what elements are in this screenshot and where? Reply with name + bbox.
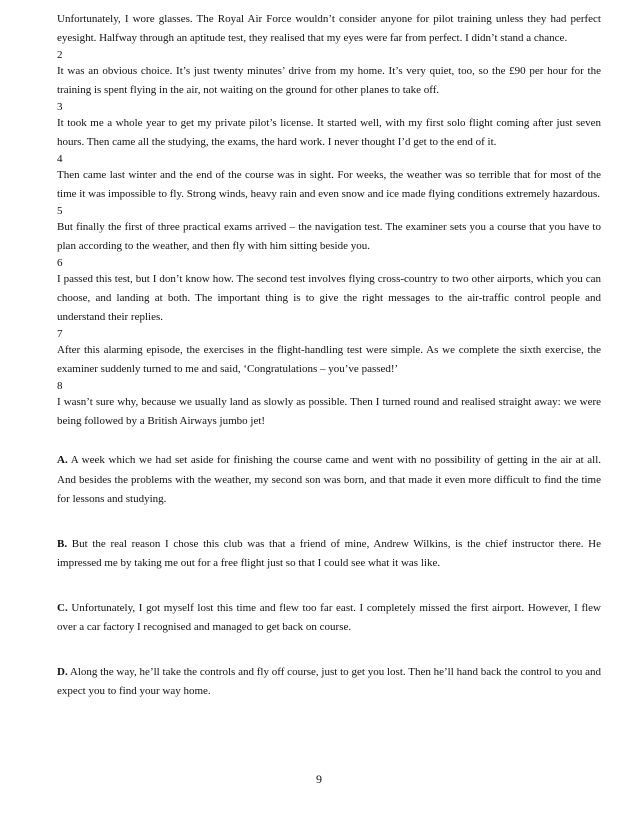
paragraph-6: I passed this test, but I don’t know how. The second test involves flying cross-country to two other airports, which you can choose, and landing at both. The important thing is to give the right messages to the air-traffic control people and understand their replies. xyxy=(57,273,601,323)
paragraph-number-8: 8 xyxy=(57,380,63,392)
option-d-text: Along the way, he’ll take the controls and fly off course, just to get you lost. Then he’ll hand back the control to you and expect you to find your way home. xyxy=(57,665,601,697)
option-b xyxy=(57,535,601,574)
paragraph-number-6: 6 xyxy=(57,257,63,269)
paragraph-number-7: 7 xyxy=(57,328,63,340)
paragraph-number-3: 3 xyxy=(57,101,63,113)
option-a-text: A week which we had set aside for finishing the course came and went with no possibility of getting in the air at all. And besides the problems with the weather, my second son was born, and that made it even more difficult to find the time for lessons and studying. xyxy=(57,454,601,505)
option-a xyxy=(57,451,601,510)
paragraph-1: Unfortunately, I wore glasses. The Royal Air Force wouldn’t consider anyone for pilot training unless they had perfect eyesight. Halfway through an aptitude test, they realised that my eyes were far from perfect. I didn’t stand a chance. xyxy=(57,13,601,44)
option-c-text: Unfortunately, I got myself lost this time and flew too far east. I completely missed the first airport. However, I flew over a car factory I recognised and managed to get back on course. xyxy=(57,601,601,633)
document-page xyxy=(57,10,601,702)
option-b-letter: B. xyxy=(57,537,68,550)
option-c-letter: C. xyxy=(57,601,68,614)
paragraph-8: I wasn’t sure why, because we usually land as slowly as possible. Then I turned round and realised straight away: we were being followed by a British Airways jumbo jet! xyxy=(57,396,601,427)
paragraph-number-2: 2 xyxy=(57,49,63,61)
paragraph-7: After this alarming episode, the exercises in the flight-handling test were simple. As we complete the sixth exercise, the examiner suddenly turned to me and said, ‘Congratulations – you’ve passed!’ xyxy=(57,344,601,375)
option-b-text: But the real reason I chose this club was that a friend of mine, Andrew Wilkins, is the chief instructor there. He impressed me by taking me out for a free flight just so that I could see what it was like. xyxy=(57,537,601,569)
option-d-letter: D. xyxy=(57,665,68,678)
paragraph-2: It was an obvious choice. It’s just twenty minutes’ drive from my home. It’s very quiet, too, so the £90 per hour for the training is spent flying in the air, not waiting on the ground for other planes to take off. xyxy=(57,65,601,96)
option-spacer xyxy=(57,574,601,599)
paragraph-5: But finally the first of three practical exams arrived – the navigation test. The examiner sets you a course that you have to plan according to the weather, and then fly with him sitting beside you. xyxy=(57,221,601,252)
paragraph-number-5: 5 xyxy=(57,205,63,217)
section-gap xyxy=(57,431,601,451)
paragraph-3: It took me a whole year to get my private pilot’s license. It started well, with my first solo flight coming after just seven hours. Then came all the studying, the exams, the hard work. I never thought I’d get to the end of it. xyxy=(57,117,601,148)
option-a-letter: A. xyxy=(57,454,68,466)
paragraph-number-4: 4 xyxy=(57,153,63,165)
option-d xyxy=(57,663,601,702)
option-spacer xyxy=(57,510,601,535)
option-spacer xyxy=(57,638,601,663)
page-number: 9 xyxy=(316,772,322,786)
paragraph-4: Then came last winter and the end of the course was in sight. For weeks, the weather was so terrible that for most of the time it was impossible to fly. Strong winds, heavy rain and even snow and ice made flying conditions extremely hazardous. xyxy=(57,169,601,200)
option-c xyxy=(57,599,601,638)
